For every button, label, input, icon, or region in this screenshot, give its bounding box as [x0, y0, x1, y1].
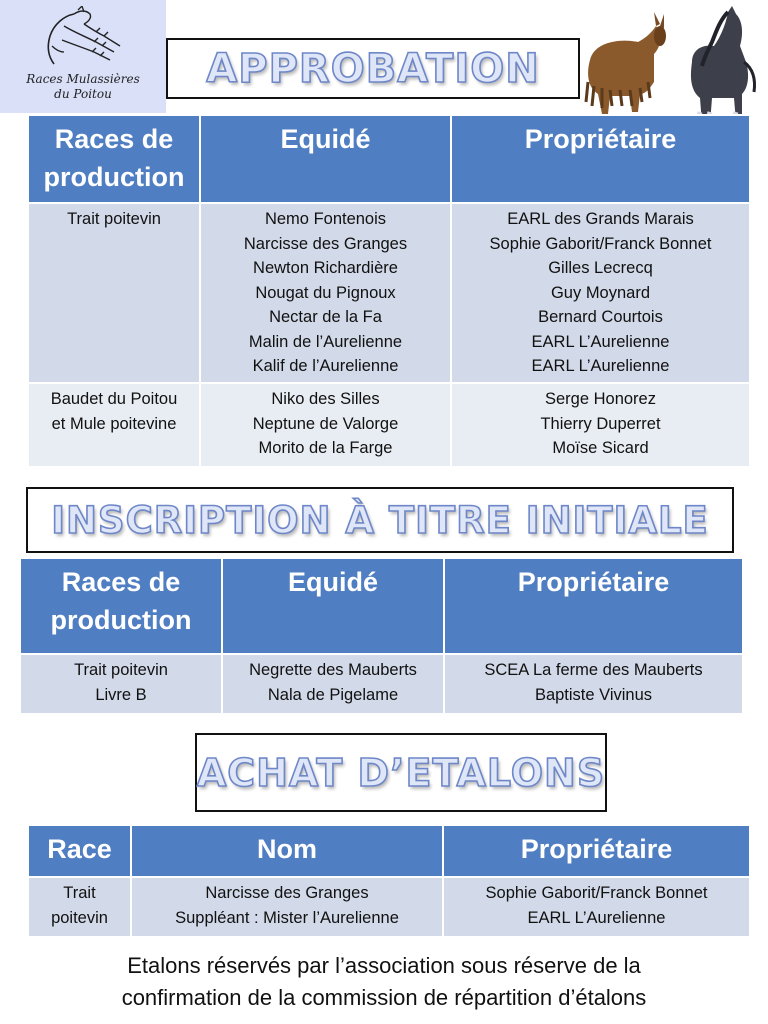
cell-text: Baptiste Vivinus	[534, 685, 653, 704]
horses-illustration	[580, 2, 765, 130]
cell-text: EARL L’Aurelienne	[531, 332, 670, 351]
approbation-title: APPROBATION	[206, 45, 540, 92]
cell-text: et Mule poitevine	[51, 414, 177, 433]
column-header: Equidé	[222, 558, 444, 654]
cell-text: Narcisse des Granges	[205, 884, 369, 902]
column-header: Nom	[131, 825, 443, 877]
column-header: Propriétaire	[451, 115, 750, 203]
equide-cell	[200, 203, 451, 383]
logo-horse-head-icon	[34, 6, 134, 72]
proprietaire-cell	[443, 877, 750, 937]
equide-cell	[200, 383, 451, 467]
cell-text: EARL des Grands Marais	[507, 210, 694, 228]
cell-text: Suppléant : Mister l’Aurelienne	[175, 908, 399, 927]
donkey-illustration	[586, 12, 666, 114]
approbation-title-banner	[166, 38, 580, 99]
table-header-row	[28, 115, 750, 203]
cell-text: Trait	[63, 884, 96, 902]
cell-text: EARL L’Aurelienne	[527, 908, 666, 927]
table-header-row	[28, 825, 750, 877]
cell-text: Gilles Lecrecq	[548, 259, 653, 277]
cell-text: Kalif de l’Aurelienne	[252, 357, 399, 375]
footer-line: confirmation de la commission de répartition d’étalons	[121, 985, 647, 1010]
logo-text	[0, 72, 166, 102]
cell-text: Guy Moynard	[550, 283, 651, 302]
cell-text: Thierry Duperret	[540, 414, 661, 433]
cell-text: Baudet du Poitou	[50, 390, 178, 408]
table-row	[28, 877, 750, 937]
cell-text: Serge Honorez	[545, 390, 656, 408]
proprietaire-cell	[451, 383, 750, 467]
association-logo	[0, 0, 166, 113]
race-cell	[28, 383, 200, 467]
draft-horse-illustration	[691, 6, 755, 124]
approbation-table	[27, 114, 751, 468]
cell-text: Morito de la Farge	[258, 439, 393, 457]
nom-cell	[131, 877, 443, 937]
column-header: Propriétaire	[443, 825, 750, 877]
cell-text: poitevin	[51, 908, 108, 927]
cell-text: Niko des Silles	[271, 390, 380, 408]
cell-text: EARL L’Aurelienne	[531, 357, 670, 375]
footer-line: Etalons réservés par l’association sous réserve de la	[127, 953, 641, 978]
cell-text: Negrette des Mauberts	[249, 661, 417, 679]
cell-text: Trait poitevin	[67, 210, 161, 228]
cell-text: Livre B	[95, 685, 147, 704]
column-header: Propriétaire	[444, 558, 743, 654]
table-row	[28, 203, 750, 383]
column-header: Races de production	[20, 558, 222, 654]
cell-text: Narcisse des Granges	[243, 234, 408, 253]
column-header: Race	[28, 825, 131, 877]
cell-text: Bernard Courtois	[538, 308, 663, 326]
achat-table	[27, 824, 751, 938]
cell-text: Malin de l’Aurelienne	[248, 332, 403, 351]
table-header-row	[20, 558, 743, 654]
footer-note	[0, 950, 768, 1014]
inscription-table	[19, 557, 744, 715]
proprietaire-cell	[444, 654, 743, 714]
logo-text-line: du Poitou	[54, 87, 112, 101]
equide-cell	[222, 654, 444, 714]
race-cell	[28, 877, 131, 937]
column-header: Equidé	[200, 115, 451, 203]
proprietaire-cell	[451, 203, 750, 383]
cell-text: SCEA La ferme des Mauberts	[484, 661, 703, 679]
table-row	[20, 654, 743, 714]
cell-text: Sophie Gaborit/Franck Bonnet	[489, 234, 712, 253]
achat-title-banner	[195, 733, 607, 812]
column-header: Races de production	[28, 115, 200, 203]
inscription-title-banner	[26, 487, 734, 553]
race-cell	[28, 203, 200, 383]
cell-text: Nectar de la Fa	[269, 308, 382, 326]
cell-text: Neptune de Valorge	[252, 414, 399, 433]
race-cell	[20, 654, 222, 714]
cell-text: Newton Richardière	[253, 259, 398, 277]
inscription-title: INSCRIPTION À TITRE INITIALE	[51, 498, 709, 542]
cell-text: Nougat du Pignoux	[255, 283, 396, 302]
cell-text: Nemo Fontenois	[264, 210, 387, 228]
cell-text: Moïse Sicard	[552, 439, 649, 457]
cell-text: Nala de Pigelame	[267, 685, 399, 704]
cell-text: Sophie Gaborit/Franck Bonnet	[485, 884, 708, 902]
logo-text-line: Races Mulassières	[26, 72, 140, 86]
cell-text: Trait poitevin	[74, 661, 168, 679]
table-row	[28, 383, 750, 467]
achat-title: ACHAT D’ETALONS	[196, 750, 606, 795]
